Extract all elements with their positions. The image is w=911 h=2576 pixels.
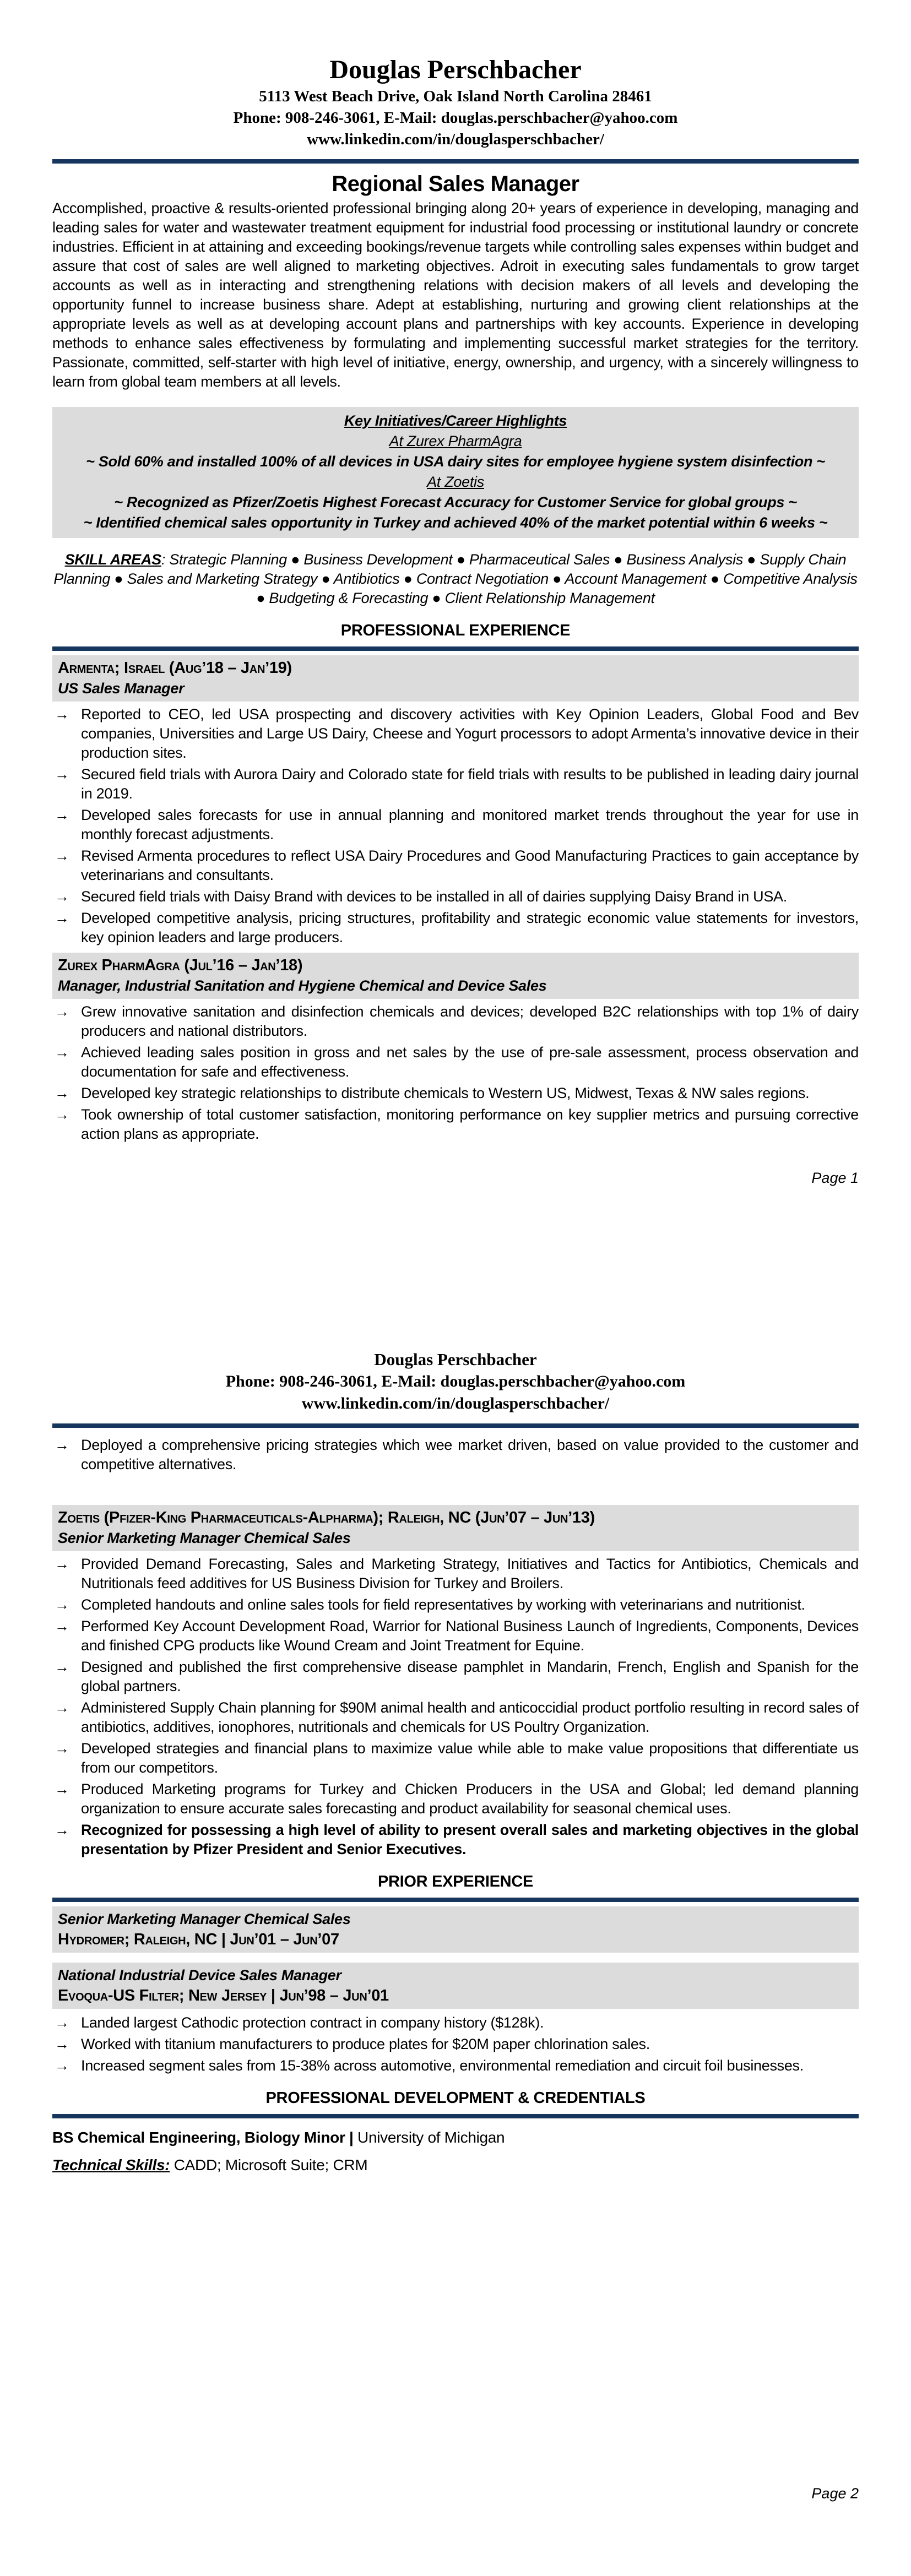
- arrow-bullet-icon: →: [55, 847, 69, 864]
- section-heading-professional-experience: PROFESSIONAL EXPERIENCE: [340, 622, 571, 639]
- job-company: Hydromer; Raleigh, NC | Jun’01 – Jun’07: [58, 1931, 339, 1948]
- bullet-item: [52, 1595, 859, 1615]
- bullet-item: [52, 705, 859, 763]
- bullet-text: Provided Demand Forecasting, Sales and Marketing Strategy, Initiatives and Tactics for Antibiotics, Chemicals and Nutritionals feed additives for US Business Division for Turkey and Broilers.: [81, 1556, 859, 1591]
- arrow-bullet-icon: →: [55, 2057, 69, 2074]
- page-number: Page 2: [811, 2485, 859, 2502]
- job-bullets-zurex-continued: [52, 1436, 859, 1474]
- bullet-item: [52, 2013, 859, 2032]
- bullet-item: [52, 1698, 859, 1737]
- bullet-text: Completed handouts and online sales tools for field representatives by working with veterinarians and nutritionist.: [81, 1596, 805, 1613]
- page-number: Page 1: [811, 1170, 859, 1186]
- bullet-text: Took ownership of total customer satisfaction, monitoring performance on key supplier metrics and pursuing corrective action plans as appropriate.: [81, 1106, 859, 1142]
- technical-skills-text: CADD; Microsoft Suite; CRM: [170, 2156, 368, 2173]
- bullet-item: [52, 1043, 859, 1082]
- linkedin-line: www.linkedin.com/in/douglasperschbacher/: [307, 131, 604, 148]
- bullet-item: [52, 1002, 859, 1041]
- bullet-item: [52, 2035, 859, 2054]
- bullet-text: Produced Marketing programs for Turkey and Chicken Producers in the USA and Global; led demand planning organization to ensure accurate sales forecasting and product availability for seasonal chemical uses.: [81, 1781, 859, 1817]
- document-title: Regional Sales Manager: [332, 172, 579, 196]
- bullet-text: Administered Supply Chain planning for $90M animal health and anticoccidial product portfolio resulting in record sales of antibiotics, additives, ionophores, nutritionals and chemicals for US Poultry Organization.: [81, 1699, 859, 1735]
- candidate-name: Douglas Perschbacher: [374, 1350, 537, 1369]
- arrow-bullet-icon: →: [55, 1085, 69, 1101]
- bullet-text: Achieved leading sales position in gross and net sales by the use of pre-sale assessment, process observation and documentation for safe and effectiveness.: [81, 1044, 859, 1080]
- bullet-item: [52, 1436, 859, 1474]
- phone-email-line: Phone: 908-246-3061, E-Mail: douglas.perschbacher@yahoo.com: [225, 1372, 686, 1390]
- arrow-bullet-icon: →: [55, 1618, 69, 1634]
- bullet-item: [52, 1780, 859, 1818]
- bullet-text: Designed and published the first comprehensive disease pamphlet in Mandarin, French, English and Spanish for the global partners.: [81, 1659, 859, 1694]
- bullet-text: Revised Armenta procedures to reflect USA Dairy Procedures and Good Manufacturing Practices to gain acceptance by veterinarians and consultants.: [81, 847, 859, 883]
- job-bullets-evoqua: [52, 2013, 859, 2075]
- phone-email-line: Phone: 908-246-3061, E-Mail: douglas.perschbacher@yahoo.com: [233, 109, 678, 127]
- job-header-evoqua: [52, 1963, 859, 2009]
- job-role: Senior Marketing Manager Chemical Sales: [58, 1530, 351, 1546]
- divider-rule: [52, 646, 859, 651]
- job-company: Zoetis (Pfizer-King Pharmaceuticals-Alpharma); Raleigh, NC (Jun’07 – Jun’13): [58, 1509, 595, 1526]
- highlight-item: ~ Identified chemical sales opportunity in Turkey and achieved 40% of the market potential within 6 weeks ~: [83, 514, 828, 531]
- bullet-text: Performed Key Account Development Road, Warrior for National Business Launch of Ingredients, Components, Devices and finished CPG products like Wound Cream and Joint Treatment for Equine.: [81, 1618, 859, 1654]
- arrow-bullet-icon: →: [55, 2036, 69, 2052]
- arrow-bullet-icon: →: [55, 1740, 69, 1757]
- arrow-bullet-icon: →: [55, 910, 69, 926]
- bullet-text: Developed key strategic relationships to distribute chemicals to Western US, Midwest, Texas & NW sales regions.: [81, 1085, 810, 1101]
- highlights-box: [52, 407, 859, 538]
- divider-rule: [52, 1898, 859, 1902]
- highlight-item: ~ Recognized as Pfizer/Zoetis Highest Forecast Accuracy for Customer Service for global groups ~: [114, 494, 797, 510]
- address-line: 5113 West Beach Drive, Oak Island North Carolina 28461: [259, 88, 652, 105]
- bullet-item: [52, 1105, 859, 1144]
- job-role: Manager, Industrial Sanitation and Hygiene Chemical and Device Sales: [58, 977, 547, 994]
- arrow-bullet-icon: →: [55, 766, 69, 782]
- bullet-item: [52, 1739, 859, 1778]
- bullet-text: Grew innovative sanitation and disinfection chemicals and devices; developed B2C relationships with top 1% of dairy producers and national distributors.: [81, 1003, 859, 1039]
- arrow-bullet-icon: →: [55, 1437, 69, 1453]
- bullet-text: Reported to CEO, led USA prospecting and discovery activities with Key Opinion Leaders, Global Food and Bev companies, Universities and Large US Dairy, Cheese and Yogurt processors to adopt Armenta’s innovative device in their production sites.: [81, 706, 859, 761]
- arrow-bullet-icon: →: [55, 807, 69, 823]
- job-role: National Industrial Device Sales Manager: [58, 1967, 341, 1983]
- section-heading-prior-experience: PRIOR EXPERIENCE: [377, 1873, 534, 1890]
- job-role: Senior Marketing Manager Chemical Sales: [58, 1911, 351, 1927]
- divider-rule: [52, 159, 859, 164]
- job-header-zurex: [52, 953, 859, 999]
- job-bullets-armenta: [52, 705, 859, 947]
- page-1-content: [0, 54, 911, 1144]
- arrow-bullet-icon: →: [55, 1003, 69, 1020]
- page-2-content: [0, 1349, 911, 2176]
- bullet-item: [52, 909, 859, 947]
- bullet-text: Secured field trials with Aurora Dairy and Colorado state for field trials with results to be published in leading dairy journal in 2019.: [81, 766, 859, 802]
- bullet-text: Secured field trials with Daisy Brand with devices to be installed in all of dairies supplying Daisy Brand in USA.: [81, 888, 787, 905]
- bullet-text: Increased segment sales from 15-38% across automotive, environmental remediation and circuit foil businesses.: [81, 2057, 804, 2074]
- degree-institution: University of Michigan: [353, 2129, 505, 2146]
- linkedin-line: www.linkedin.com/in/douglasperschbacher/: [301, 1394, 610, 1412]
- bullet-text: Developed competitive analysis, pricing structures, profitability and strategic economic value statements for investors, key opinion leaders and large producers.: [81, 910, 859, 945]
- arrow-bullet-icon: →: [55, 1699, 69, 1716]
- degree-line: [52, 2127, 859, 2148]
- bullet-item: [52, 1084, 859, 1103]
- arrow-bullet-icon: →: [55, 1781, 69, 1797]
- arrow-bullet-icon: →: [55, 1659, 69, 1675]
- job-bullets-zoetis: [52, 1555, 859, 1859]
- job-company: Evoqua-US Filter; New Jersey | Jun’98 – Jun’01: [58, 1987, 389, 2004]
- job-company: Armenta; Israel (Aug’18 – Jan’19): [58, 659, 292, 677]
- bullet-item: [52, 2056, 859, 2075]
- bullet-item: [52, 1820, 859, 1859]
- job-role: US Sales Manager: [58, 680, 185, 697]
- arrow-bullet-icon: →: [55, 1822, 69, 1838]
- arrow-bullet-icon: →: [55, 1556, 69, 1572]
- bullet-item: [52, 806, 859, 844]
- highlights-list: [62, 431, 849, 533]
- skills-line: [52, 550, 859, 608]
- divider-rule: [52, 2114, 859, 2118]
- arrow-bullet-icon: →: [55, 1596, 69, 1613]
- bullet-text: Recognized for possessing a high level of ability to present overall sales and marketing objectives in the global presentation by Pfizer President and Senior Executives.: [81, 1822, 859, 1857]
- highlight-item: At Zoetis: [427, 474, 484, 490]
- summary-paragraph: Accomplished, proactive & results-oriented professional bringing along 20+ years of experience in developing, managing and leading sales for water and wastewater treatment equipment for industrial food processing or institutional laundry or concrete industries. Efficient in at attaining and exceeding bookings/revenue targets while controlling sales expenses within budget and assure that cost of sales are well aligned to marketing objectives. Adroit in executing sales fundamentals to grow target accounts as well as in interacting and strengthening relations with decision makers of all levels and developing the opportunity funnel to increase business share. Adept at establishing, nurturing and growing client relationships at the appropriate levels as well as at developing account plans and partnerships with key accounts. Experience in developing methods to enhance sales effectiveness by formulating and implementing successful market strategies for the territory. Passionate, committed, self-starter with high level of initiative, energy, ownership, and urgency, with a sincerely willingness to learn from global team members at all levels.: [52, 200, 859, 390]
- skills-list-text: : Strategic Planning ● Business Development ● Pharmaceutical Sales ● Business Analysis ● Supply Chain Planning ● Sales and Marketing Strategy ● Antibiotics ● Contract Negotiation ● Account Management ● Competitive Analysis ● Budgeting & Forecasting ● Client Relationship Management: [53, 551, 858, 606]
- bullet-item: [52, 887, 859, 906]
- job-bullets-zurex: [52, 1002, 859, 1144]
- job-header-hydromer: [52, 1906, 859, 1953]
- divider-rule: [52, 1423, 859, 1428]
- job-header-zoetis: [52, 1505, 859, 1551]
- arrow-bullet-icon: →: [55, 1044, 69, 1061]
- job-company: Zurex PharmAgra (Jul’16 – Jan’18): [58, 957, 303, 974]
- technical-skills-label: Technical Skills:: [52, 2156, 170, 2173]
- bullet-item: [52, 846, 859, 885]
- highlight-item: ~ Sold 60% and installed 100% of all devices in USA dairy sites for employee hygiene system disinfection ~: [86, 453, 825, 470]
- bullet-item: [52, 1617, 859, 1655]
- bullet-text: Worked with titanium manufacturers to produce plates for $20M paper chlorination sales.: [81, 2036, 650, 2052]
- degree-title: BS Chemical Engineering, Biology Minor |: [52, 2129, 354, 2146]
- bullet-text: Developed sales forecasts for use in annual planning and monitored market trends throughout the year for use in monthly forecast adjustments.: [81, 807, 859, 843]
- highlight-item: At Zurex PharmAgra: [389, 433, 522, 449]
- resume-page-2: [0, 1288, 911, 2576]
- section-heading-credentials: PROFESSIONAL DEVELOPMENT & CREDENTIALS: [265, 2089, 646, 2107]
- bullet-text: Landed largest Cathodic protection contract in company history ($128k).: [81, 2014, 544, 2031]
- job-header-armenta: [52, 655, 859, 702]
- arrow-bullet-icon: →: [55, 706, 69, 722]
- candidate-name: Douglas Perschbacher: [329, 55, 582, 84]
- arrow-bullet-icon: →: [55, 888, 69, 905]
- bullet-item: [52, 765, 859, 803]
- bullet-text: Deployed a comprehensive pricing strategies which wee market driven, based on value provided to the customer and competitive alternatives.: [81, 1437, 859, 1472]
- arrow-bullet-icon: →: [55, 2014, 69, 2031]
- bullet-item: [52, 1657, 859, 1696]
- skills-label: SKILL AREAS: [64, 551, 161, 568]
- highlights-heading: Key Initiatives/Career Highlights: [344, 412, 567, 429]
- technical-skills-line: [52, 2155, 859, 2176]
- bullet-text: Developed strategies and financial plans to maximize value while able to make value propositions that differentiate us from our competitors.: [81, 1740, 859, 1776]
- arrow-bullet-icon: →: [55, 1106, 69, 1123]
- bullet-item: [52, 1555, 859, 1593]
